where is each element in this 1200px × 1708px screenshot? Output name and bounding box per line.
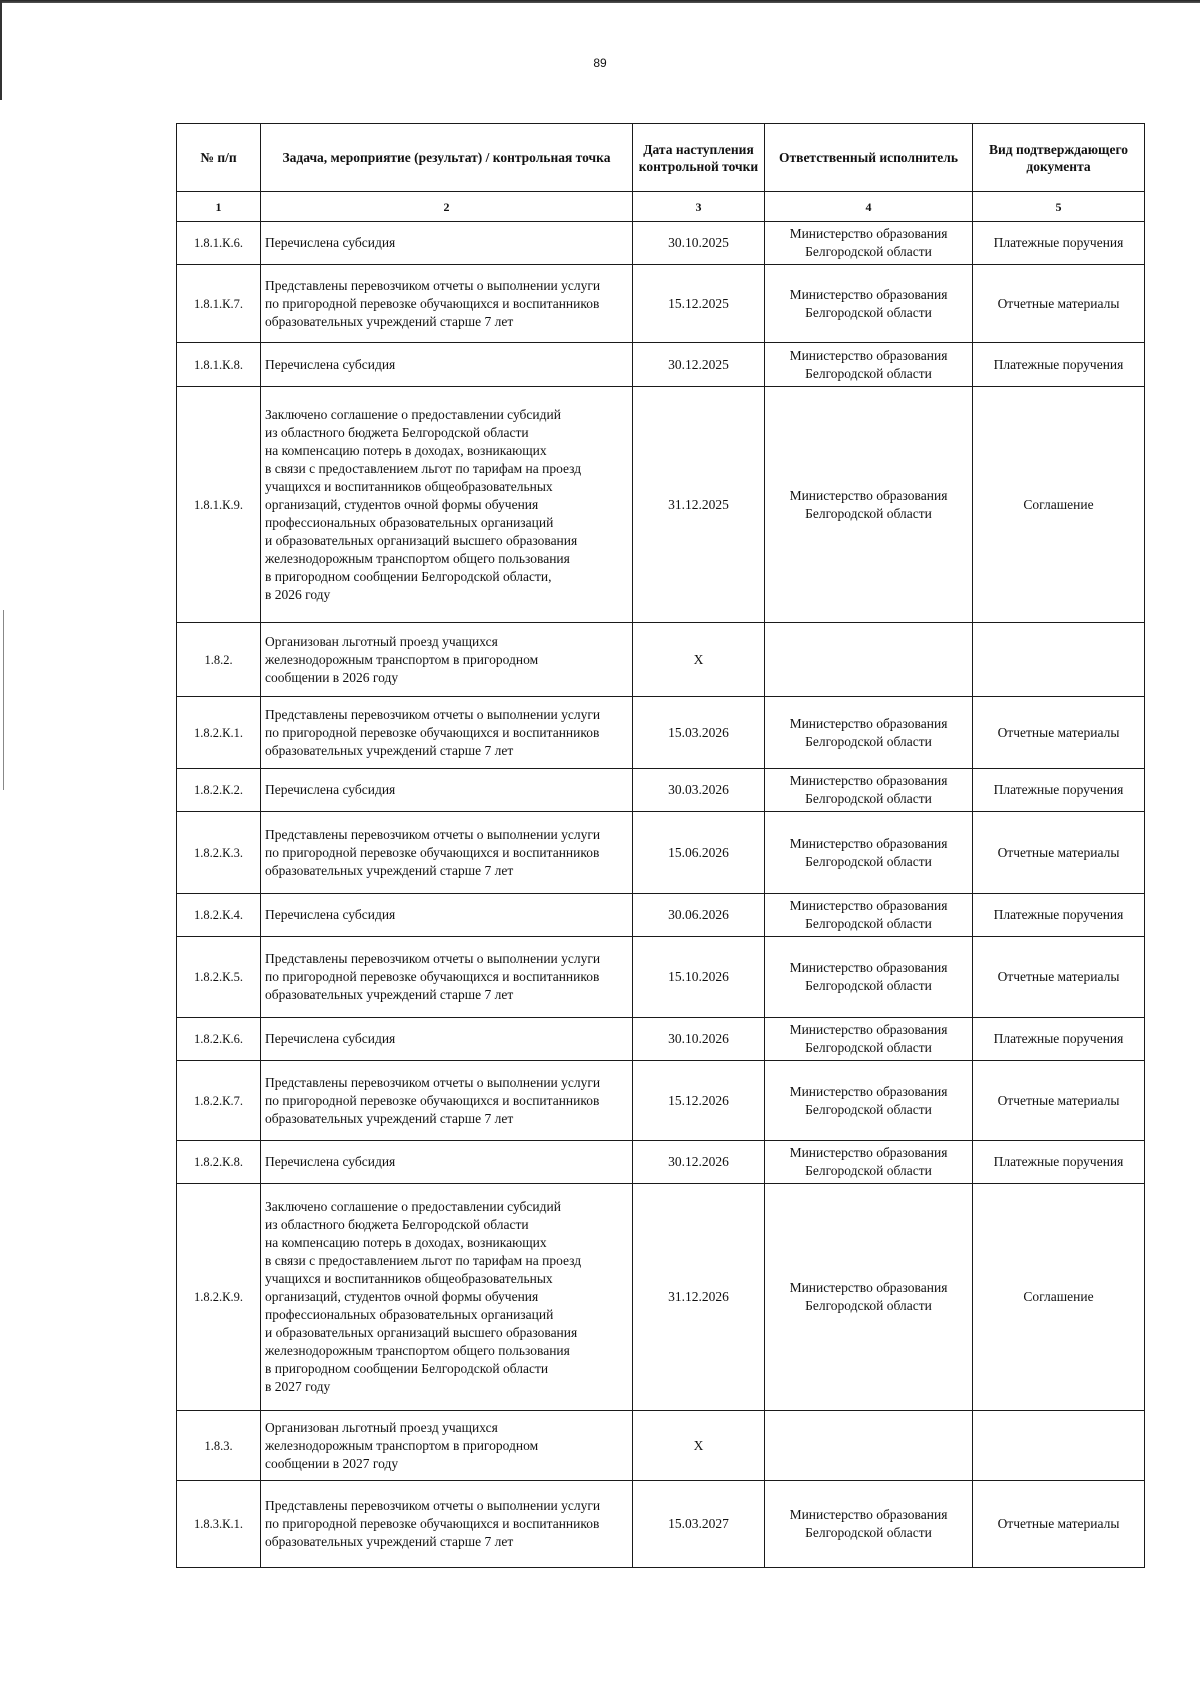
table-header-row: [177, 124, 1145, 192]
scan-border-left-faint: [3, 610, 4, 790]
table-row: [177, 387, 1145, 623]
row-executor: Министерство образования Белгородской области: [765, 1184, 973, 1411]
row-date: 31.12.2025: [633, 387, 765, 623]
row-document: Отчетные материалы: [973, 1061, 1145, 1141]
row-number: 1.8.1.К.6.: [177, 222, 261, 265]
column-number: 1: [177, 192, 261, 222]
scan-border-left: [0, 0, 2, 100]
table-row: [177, 1411, 1145, 1481]
row-date: 30.06.2026: [633, 894, 765, 937]
row-task: Представлены перевозчиком отчеты о выполнении услуги по пригородной перевозке обучающихся и воспитанников образовательных учреждений старше 7 лет: [261, 265, 633, 343]
row-number: 1.8.2.К.2.: [177, 769, 261, 812]
control-points-table: [176, 123, 1145, 1568]
row-number: 1.8.2.К.4.: [177, 894, 261, 937]
row-task: Перечислена субсидия: [261, 894, 633, 937]
row-document: Платежные поручения: [973, 769, 1145, 812]
row-executor: Министерство образования Белгородской области: [765, 343, 973, 387]
row-executor: Министерство образования Белгородской области: [765, 697, 973, 769]
row-task: Организован льготный проезд учащихся железнодорожным транспортом в пригородном сообщении в 2027 году: [261, 1411, 633, 1481]
row-number: 1.8.2.К.6.: [177, 1018, 261, 1061]
row-date: 15.03.2026: [633, 697, 765, 769]
table-row: [177, 769, 1145, 812]
row-document: Платежные поручения: [973, 894, 1145, 937]
row-executor: Министерство образования Белгородской области: [765, 1481, 973, 1568]
table-row: [177, 1184, 1145, 1411]
row-date: 15.03.2027: [633, 1481, 765, 1568]
row-document: Соглашение: [973, 1184, 1145, 1411]
row-document: Платежные поручения: [973, 1018, 1145, 1061]
row-number: 1.8.2.: [177, 623, 261, 697]
table-row: [177, 623, 1145, 697]
table-row: [177, 697, 1145, 769]
row-document: [973, 1411, 1145, 1481]
page-number: 89: [593, 56, 607, 70]
row-number: 1.8.2.К.7.: [177, 1061, 261, 1141]
row-document: Отчетные материалы: [973, 1481, 1145, 1568]
column-number-row: [177, 192, 1145, 222]
row-document: Отчетные материалы: [973, 812, 1145, 894]
row-number: 1.8.2.К.8.: [177, 1141, 261, 1184]
table-row: [177, 1061, 1145, 1141]
row-document: Платежные поручения: [973, 343, 1145, 387]
header-num: № п/п: [177, 124, 261, 192]
column-number: 5: [973, 192, 1145, 222]
header-executor: Ответственный исполнитель: [765, 124, 973, 192]
row-date: 15.06.2026: [633, 812, 765, 894]
row-date: 30.12.2025: [633, 343, 765, 387]
table-row: [177, 265, 1145, 343]
row-executor: Министерство образования Белгородской области: [765, 265, 973, 343]
row-number: 1.8.1.К.9.: [177, 387, 261, 623]
row-document: Отчетные материалы: [973, 937, 1145, 1018]
row-document: Отчетные материалы: [973, 265, 1145, 343]
row-task: Перечислена субсидия: [261, 1018, 633, 1061]
row-executor: Министерство образования Белгородской области: [765, 769, 973, 812]
row-task: Перечислена субсидия: [261, 343, 633, 387]
table-row: [177, 894, 1145, 937]
row-number: 1.8.2.К.9.: [177, 1184, 261, 1411]
row-task: Представлены перевозчиком отчеты о выполнении услуги по пригородной перевозке обучающихся и воспитанников образовательных учреждений старше 7 лет: [261, 697, 633, 769]
row-task: Перечислена субсидия: [261, 222, 633, 265]
row-task: Перечислена субсидия: [261, 769, 633, 812]
row-date: Х: [633, 623, 765, 697]
row-task: Представлены перевозчиком отчеты о выполнении услуги по пригородной перевозке обучающихся и воспитанников образовательных учреждений старше 7 лет: [261, 1061, 633, 1141]
row-executor: Министерство образования Белгородской области: [765, 387, 973, 623]
row-executor: Министерство образования Белгородской области: [765, 894, 973, 937]
table-row: [177, 1018, 1145, 1061]
scan-border-top: [0, 0, 1200, 3]
row-task: Перечислена субсидия: [261, 1141, 633, 1184]
row-executor: Министерство образования Белгородской области: [765, 1061, 973, 1141]
row-date: 15.12.2025: [633, 265, 765, 343]
row-number: 1.8.2.К.5.: [177, 937, 261, 1018]
header-task: Задача, мероприятие (результат) / контрольная точка: [261, 124, 633, 192]
row-document: [973, 623, 1145, 697]
row-executor: Министерство образования Белгородской области: [765, 1018, 973, 1061]
row-number: 1.8.2.К.1.: [177, 697, 261, 769]
row-task: Представлены перевозчиком отчеты о выполнении услуги по пригородной перевозке обучающихся и воспитанников образовательных учреждений старше 7 лет: [261, 812, 633, 894]
row-executor: [765, 623, 973, 697]
table-row: [177, 343, 1145, 387]
row-date: 15.12.2026: [633, 1061, 765, 1141]
row-number: 1.8.1.К.8.: [177, 343, 261, 387]
row-date: 30.03.2026: [633, 769, 765, 812]
row-date: 31.12.2026: [633, 1184, 765, 1411]
header-document: Вид подтверждающего документа: [973, 124, 1145, 192]
table-row: [177, 937, 1145, 1018]
table-row: [177, 1141, 1145, 1184]
header-date: Дата наступления контрольной точки: [633, 124, 765, 192]
row-document: Платежные поручения: [973, 1141, 1145, 1184]
row-number: 1.8.1.К.7.: [177, 265, 261, 343]
table-row: [177, 812, 1145, 894]
row-task: Представлены перевозчиком отчеты о выполнении услуги по пригородной перевозке обучающихся и воспитанников образовательных учреждений старше 7 лет: [261, 1481, 633, 1568]
row-document: Соглашение: [973, 387, 1145, 623]
row-number: 1.8.2.К.3.: [177, 812, 261, 894]
row-date: 30.10.2025: [633, 222, 765, 265]
row-date: 30.10.2026: [633, 1018, 765, 1061]
row-task: Организован льготный проезд учащихся железнодорожным транспортом в пригородном сообщении в 2026 году: [261, 623, 633, 697]
column-number: 3: [633, 192, 765, 222]
row-task: Заключено соглашение о предоставлении субсидий из областного бюджета Белгородской области на компенсацию потерь в доходах, возникающих в связи с предоставлением льгот по тарифам на проезд учащихся и воспитанников общеобразовательных организаций, студентов очной формы обучения профессиональных образовательных организаций и образовательных организаций высшего образования железнодорожным транспортом общего пользования в пригородном сообщении Белгородской области, в 2026 году: [261, 387, 633, 623]
row-number: 1.8.3.: [177, 1411, 261, 1481]
row-executor: [765, 1411, 973, 1481]
row-document: Отчетные материалы: [973, 697, 1145, 769]
column-number: 4: [765, 192, 973, 222]
table-row: [177, 222, 1145, 265]
row-date: 30.12.2026: [633, 1141, 765, 1184]
row-date: 15.10.2026: [633, 937, 765, 1018]
row-number: 1.8.3.К.1.: [177, 1481, 261, 1568]
row-executor: Министерство образования Белгородской области: [765, 1141, 973, 1184]
row-date: Х: [633, 1411, 765, 1481]
row-executor: Министерство образования Белгородской области: [765, 222, 973, 265]
table-row: [177, 1481, 1145, 1568]
row-task: Представлены перевозчиком отчеты о выполнении услуги по пригородной перевозке обучающихся и воспитанников образовательных учреждений старше 7 лет: [261, 937, 633, 1018]
row-task: Заключено соглашение о предоставлении субсидий из областного бюджета Белгородской области на компенсацию потерь в доходах, возникающих в связи с предоставлением льгот по тарифам на проезд учащихся и воспитанников общеобразовательных организаций, студентов очной формы обучения профессиональных образовательных организаций и образовательных организаций высшего образования железнодорожным транспортом общего пользования в пригородном сообщении Белгородской области в 2027 году: [261, 1184, 633, 1411]
column-number: 2: [261, 192, 633, 222]
row-executor: Министерство образования Белгородской области: [765, 812, 973, 894]
row-executor: Министерство образования Белгородской области: [765, 937, 973, 1018]
row-document: Платежные поручения: [973, 222, 1145, 265]
